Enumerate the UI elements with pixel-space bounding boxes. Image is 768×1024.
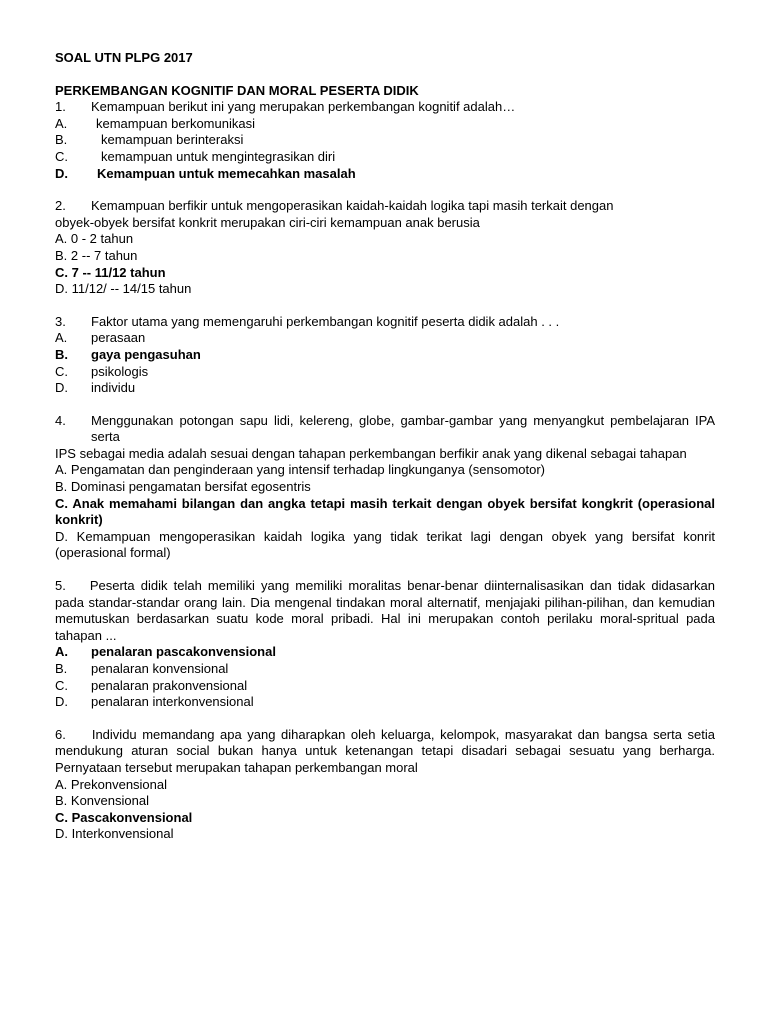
question-number: 5.	[55, 578, 66, 594]
option-text: kemampuan berkomunikasi	[96, 115, 255, 131]
option-d: D. 11/12/ -- 14/15 tahun	[55, 281, 192, 297]
option-d: D. Interkonvensional	[55, 826, 174, 842]
question-text-continued: IPS sebagai media adalah sesuai dengan tahapan perkembangan berfikir anak yang dikenal sebagai tahapan	[55, 445, 687, 461]
question-text-continued: obyek-obyek bersifat konkrit merupakan ciri-ciri kemampuan anak berusia	[55, 214, 480, 230]
option-text: Kemampuan untuk memecahkan masalah	[97, 165, 356, 181]
option-d	[55, 694, 715, 711]
question-5	[55, 578, 715, 711]
option-letter: B.	[55, 661, 68, 676]
question-1	[55, 99, 715, 182]
option-c	[55, 678, 715, 695]
option-letter: A.	[55, 115, 68, 131]
option-c-correct: C. Anak memahami bilangan dan angka tetapi masih terkait dengan obyek bersifat kongkrit (operasional konkrit)	[55, 495, 715, 528]
document-page	[55, 50, 715, 843]
option-a: A. Pengamatan dan penginderaan yang intensif terhadap lingkunganya (sensomotor)	[55, 462, 546, 478]
question-text: Individu memandang apa yang diharapkan oleh keluarga, kelompok, masyarakat dan bangsa serta setia mendukung aturan social bukan hanya untuk ketenangan tetapi disadari sebagai sesuatu yang berharga. Pernyataan tersebut merupakan tahapan perkembangan moral	[55, 726, 715, 775]
option-text: perasaan	[91, 330, 146, 346]
option-b: B. 2 -- 7 tahun	[55, 247, 138, 263]
question-text: Peserta didik telah memiliki yang memiliki moralitas benar-benar diinternalisasikan dan tidak didasarkan pada standar-standar orang lain. Dia mengenal tindakan moral alternatif, menjajaki pilihan-pilihan, dan kemudian memutuskan berdasarkan suatu kode moral pribadi. Hal ini merupakan contoh perilaku moral-spritual pada tahapan ...	[55, 578, 715, 643]
option-text: penalaran konvensional	[91, 661, 229, 676]
option-b: B. Dominasi pengamatan bersifat egosentris	[55, 479, 311, 495]
option-d: D. Kemampuan mengoperasikan kaidah logika yang tidak terikat lagi dengan obyek yang bersifat konrit (operasional formal)	[55, 528, 715, 561]
option-b	[55, 132, 715, 149]
option-d	[55, 380, 715, 397]
option-c	[55, 364, 715, 381]
option-letter: C.	[55, 363, 68, 379]
question-number: 1.	[55, 99, 66, 115]
question-6-stem	[55, 727, 715, 777]
option-b: B. Konvensional	[55, 793, 149, 809]
option-text: penalaran prakonvensional	[91, 677, 248, 693]
option-a	[55, 116, 715, 133]
question-number: 6.	[55, 726, 66, 742]
option-text: individu	[91, 380, 136, 396]
option-b	[55, 661, 715, 678]
option-text: penalaran interkonvensional	[91, 694, 254, 710]
section-title: PERKEMBANGAN KOGNITIF DAN MORAL PESERTA DIDIK	[55, 82, 419, 98]
option-c-correct: C. Pascakonvensional	[55, 809, 193, 825]
option-a: A. 0 - 2 tahun	[55, 231, 134, 247]
option-text: kemampuan berinteraksi	[101, 132, 244, 148]
question-number: 2.	[55, 198, 66, 214]
question-4	[55, 413, 715, 562]
question-1-stem	[55, 99, 715, 116]
option-a-correct	[55, 644, 715, 661]
option-a: A. Prekonvensional	[55, 776, 168, 792]
option-text: kemampuan untuk mengintegrasikan diri	[101, 148, 336, 164]
question-6	[55, 727, 715, 843]
option-a	[55, 330, 715, 347]
option-b-correct	[55, 347, 715, 364]
question-2	[55, 198, 715, 298]
option-text: psikologis	[91, 363, 149, 379]
option-letter: D.	[55, 380, 68, 396]
option-text: gaya pengasuhan	[91, 346, 201, 362]
question-text: Kemampuan berikut ini yang merupakan perkembangan kognitif adalah…	[91, 99, 516, 115]
option-c-correct: C. 7 -- 11/12 tahun	[55, 264, 166, 280]
option-letter: A.	[55, 330, 68, 346]
option-letter: C.	[55, 677, 68, 693]
option-letter: A.	[55, 644, 68, 660]
question-number: 4.	[55, 412, 66, 428]
question-number: 3.	[55, 313, 66, 329]
question-3	[55, 314, 715, 397]
option-letter: B.	[55, 346, 68, 362]
question-text: Faktor utama yang memengaruhi perkembangan kognitif peserta didik adalah . . .	[91, 313, 560, 329]
option-c	[55, 149, 715, 166]
option-text: penalaran pascakonvensional	[91, 644, 276, 660]
option-letter: D.	[55, 165, 68, 181]
question-text: Kemampuan berfikir untuk mengoperasikan kaidah-kaidah logika tapi masih terkait dengan	[91, 198, 614, 214]
option-d-correct	[55, 166, 715, 183]
document-title: SOAL UTN PLPG 2017	[55, 50, 193, 65]
question-2-stem	[55, 198, 715, 215]
question-4-stem	[55, 413, 715, 446]
option-letter: B.	[55, 132, 68, 148]
option-letter: D.	[55, 694, 68, 710]
question-5-stem	[55, 578, 715, 644]
option-letter: C.	[55, 148, 68, 164]
question-text: Menggunakan potongan sapu lidi, kelereng, globe, gambar-gambar yang menyangkut pembelajaran IPA serta	[91, 412, 715, 445]
question-3-stem	[55, 314, 715, 331]
